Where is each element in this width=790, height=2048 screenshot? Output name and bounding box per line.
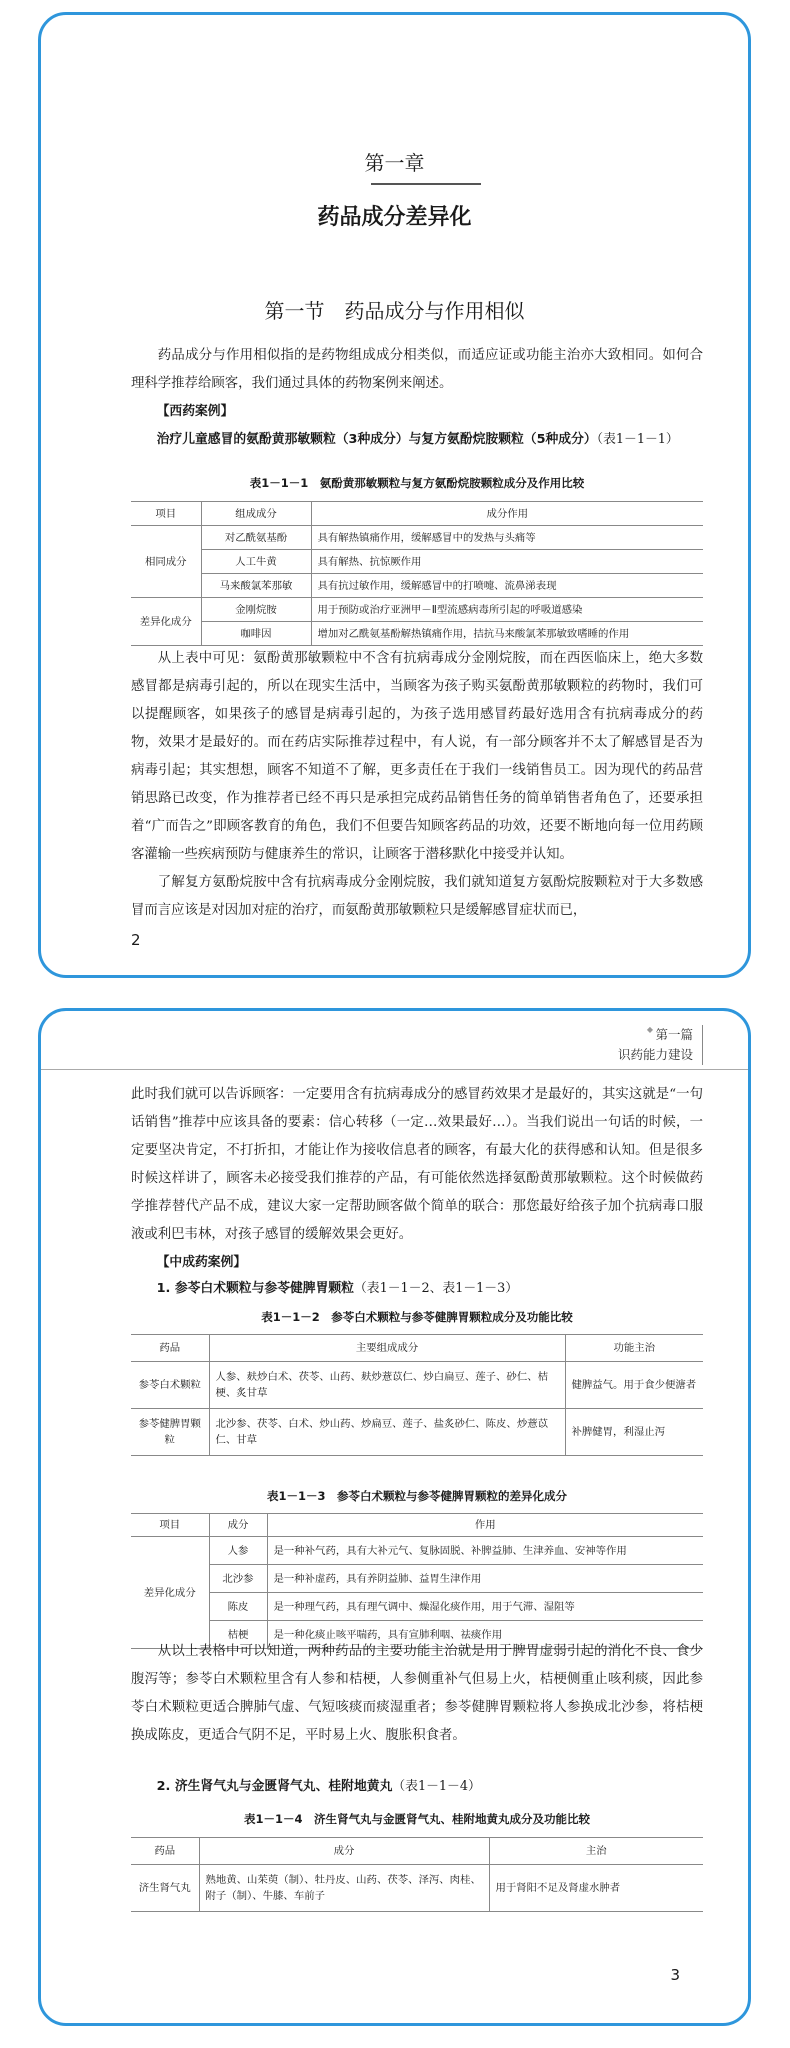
effect-cell: 是一种化痰止咳平喘药，具有宣肺利咽、祛痰作用 [267,1621,703,1649]
group-cell: 相同成分 [131,526,201,598]
header-cell: 组成成分 [201,502,311,526]
page-left [38,12,751,978]
component-cell: 金刚烷胺 [201,598,311,622]
case-title [131,426,703,454]
page-right [38,1008,751,2026]
table2-caption: 表1－1－2 参苓白术颗粒与参苓健脾胃颗粒成分及功能比较 [261,1310,573,1324]
group-cell: 差异化成分 [131,1537,209,1649]
case-title-ref: （表1－1－2、表1－1－3） [353,1281,519,1296]
header-cell: 成分 [199,1838,489,1865]
effect-cell: 是一种补虚药，具有养阴益肺、益胃生津作用 [267,1565,703,1593]
component-cell: 咖啡因 [201,622,311,646]
table-header-row [131,1335,703,1362]
case-title-text: 治疗儿童感冒的氨酚黄那敏颗粒（3种成分）与复方氨酚烷胺颗粒（5种成分） [156,432,597,447]
table-row [131,1362,703,1409]
component-cell: 人工牛黄 [201,550,311,574]
table-header-row [131,502,703,526]
table-header-row [131,1514,703,1537]
group-cell: 差异化成分 [131,598,201,646]
intro-paragraph: 药品成分与作用相似指的是药物组成成分相类似，而适应证或功能主治亦大致相同。如何合理科学推荐给顾客，我们通过具体的药物案例来阐述。 [131,348,703,391]
table-1-1-1 [131,501,703,646]
table1-caption: 表1－1－1 氨酚黄那敏颗粒与复方氨酚烷胺颗粒成分及作用比较 [249,476,585,490]
effect-cell: 是一种补气药，具有大补元气、复脉固脱、补脾益肺、生津养血、安神等作用 [267,1537,703,1565]
header-divider [41,1069,748,1070]
header-cell: 药品 [131,1838,199,1865]
table-row [131,1537,703,1565]
header-cell: 作用 [267,1514,703,1537]
case-label: 【中成药案例】 [156,1255,247,1270]
table-row [131,1593,703,1621]
table-row [131,574,703,598]
header-part: 第一篇 [655,1027,693,1042]
table-row [131,1565,703,1593]
component-cell: 对乙酰氨基酚 [201,526,311,550]
chapter-underline [371,183,481,185]
function-cell: 健脾益气。用于食少便溏者 [565,1362,703,1409]
indication-cell: 用于肾阳不足及肾虚水肿者 [489,1865,703,1912]
function-cell: 补脾健胃，利湿止泻 [565,1409,703,1456]
case-title-text: 2. 济生肾气丸与金匮肾气丸、桂附地黄丸 [156,1779,393,1794]
case-title-ref: （表1－1－4） [392,1779,481,1794]
header-cell: 药品 [131,1335,209,1362]
header-cell: 项目 [131,502,201,526]
body-paragraph: 此时我们就可以告诉顾客：一定要用含有抗病毒成分的感冒药效果才是最好的，其实这就是“一句话销售”推荐中应该具备的要素：信心转移（一定…效果最好…）。当我们说出一句话的时候，一定要坚决肯定，不打折扣，才能让作为接收信息者的顾客，有最大化的获得感和认知。但是很多时候这样讲了，顾客未必接受我们推荐的产品，有可能依然选择氨酚黄那敏颗粒。这个时候做药学推荐替代产品不成，建议大家一定帮助顾客做个简单的联合：那您最好给孩子加个抗病毒口服液或利巴韦林，对孩子感冒的缓解效果会更好。 [131,1087,703,1242]
table-row [131,598,703,622]
header-title: 识药能力建设 [617,1047,693,1062]
effect-cell: 具有解热、抗惊厥作用 [311,550,703,574]
table-1-1-4 [131,1837,703,1912]
table-row [131,526,703,550]
drug-cell: 参苓白术颗粒 [131,1362,209,1409]
table-row [131,550,703,574]
component-cell: 桔梗 [209,1621,267,1649]
table-row [131,1865,703,1912]
table4-caption: 表1－1－4 济生肾气丸与金匮肾气丸、桂附地黄丸成分及功能比较 [243,1812,590,1826]
components-cell: 熟地黄、山茱萸（制）、牡丹皮、山药、茯苓、泽泻、肉桂、附子（制）、牛膝、车前子 [199,1865,489,1912]
header-cell: 主要组成成分 [209,1335,565,1362]
header-cell: 功能主治 [565,1335,703,1362]
drug-cell: 参苓健脾胃颗粒 [131,1409,209,1456]
case-title-ref: （表1－1－1） [596,432,679,447]
effect-cell: 具有抗过敏作用，缓解感冒中的打喷嚏、流鼻涕表现 [311,574,703,598]
case-title [131,1275,703,1303]
effect-cell: 用于预防或治疗亚洲甲－Ⅱ型流感病毒所引起的呼吸道感染 [311,598,703,622]
chapter-number: 第一章 [364,151,425,175]
case-label: 【西药案例】 [156,404,234,419]
header-cell: 成分 [209,1514,267,1537]
table-header-row [131,1838,703,1865]
page-number: 3 [670,1966,680,1984]
drug-cell: 济生肾气丸 [131,1865,199,1912]
table-row [131,622,703,646]
effect-cell: 是一种理气药，具有理气调中、燥湿化痰作用，用于气滞、湿阻等 [267,1593,703,1621]
chapter-title: 药品成分差异化 [317,205,472,230]
header-rule [702,1025,703,1065]
table-1-1-3 [131,1513,703,1649]
effect-cell: 具有解热镇痛作用，缓解感冒中的发热与头痛等 [311,526,703,550]
header-mark-icon: ◆ [646,1025,653,1034]
component-cell: 北沙参 [209,1565,267,1593]
effect-cell: 增加对乙酰氨基酚解热镇痛作用，拮抗马来酸氯苯那敏致嗜睡的作用 [311,622,703,646]
table3-caption: 表1－1－3 参苓白术颗粒与参苓健脾胃颗粒的差异化成分 [266,1489,567,1503]
body-paragraph: 了解复方氨酚烷胺中含有抗病毒成分金刚烷胺，我们就知道复方氨酚烷胺颗粒对于大多数感冒而言应该是对因加对症的治疗，而氨酚黄那敏颗粒只是缓解感冒症状而已， [131,875,703,918]
component-cell: 人参 [209,1537,267,1565]
page-number: 2 [131,931,141,949]
section-title: 第一节 药品成分与作用相似 [264,299,525,323]
table-1-1-2 [131,1334,703,1456]
table-row [131,1409,703,1456]
case-title [131,1773,703,1801]
component-cell: 陈皮 [209,1593,267,1621]
body-paragraph: 从上表中可见：氨酚黄那敏颗粒中不含有抗病毒成分金刚烷胺，而在西医临床上，绝大多数感冒都是病毒引起的，所以在现实生活中，当顾客为孩子购买氨酚黄那敏颗粒的药物时，我们可以提醒顾客，如果孩子的感冒是病毒引起的，为孩子选用感冒药最好选用含有抗病毒成分的药物，效果才是最好的。而在药店实际推荐过程中，有人说，有一部分顾客并不太了解感冒是否为病毒引起；其实想想，顾客不知道不了解，更多责任在于我们一线销售员工。因为现代的药品营销思路已改变，作为推荐者已经不再只是承担完成药品销售任务的简单销售者角色了，还要承担着“广而告之”即顾客教育的角色，我们不但要告知顾客药品的功效，还要不断地向每一位用药顾客灌输一些疾病预防与健康养生的常识，让顾客于潜移默化中接受并认知。 [131,651,703,862]
header-cell: 项目 [131,1514,209,1537]
case-title-text: 1. 参苓白术颗粒与参苓健脾胃颗粒 [156,1281,354,1296]
component-cell: 马来酸氯苯那敏 [201,574,311,598]
components-cell: 北沙参、茯苓、白术、炒山药、炒扁豆、莲子、盐炙砂仁、陈皮、炒薏苡仁、甘草 [209,1409,565,1456]
components-cell: 人参、麸炒白术、茯苓、山药、麸炒薏苡仁、炒白扁豆、莲子、砂仁、桔梗、炙甘草 [209,1362,565,1409]
header-cell: 主治 [489,1838,703,1865]
body-paragraph: 从以上表格中可以知道，两种药品的主要功能主治就是用于脾胃虚弱引起的消化不良、食少腹泻等；参苓白术颗粒里含有人参和桔梗，人参侧重补气但易上火，桔梗侧重止咳利痰，因此参苓白术颗粒更适合脾肺气虚、气短咳痰而痰湿重者；参苓健脾胃颗粒将人参换成北沙参，将桔梗换成陈皮，更适合气阴不足，平时易上火、腹胀积食者。 [131,1644,703,1743]
header-cell: 成分作用 [311,502,703,526]
